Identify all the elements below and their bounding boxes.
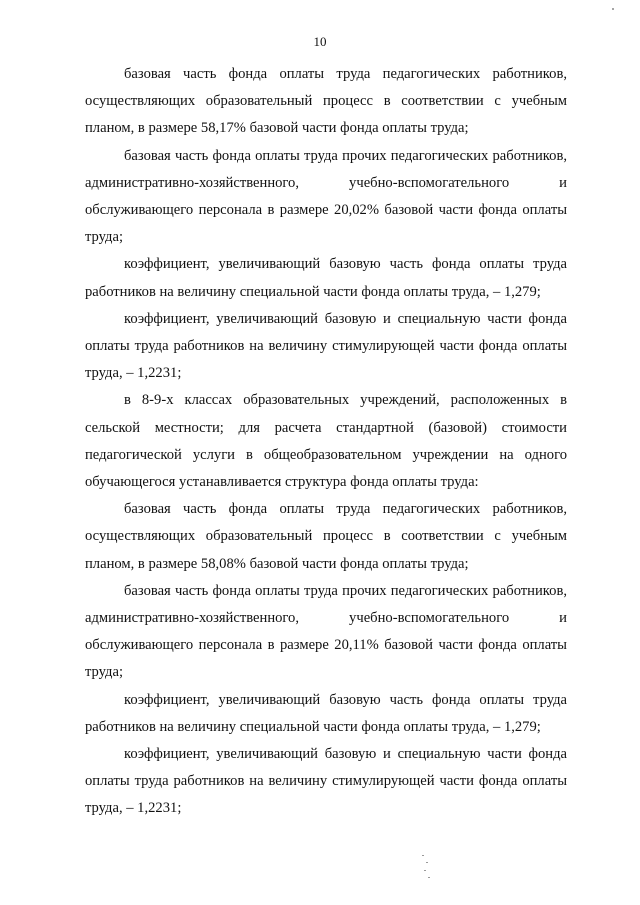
paragraph: базовая часть фонда оплаты труда педагогических работников, осуществляющих образовательный процесс в соответствии с учебным планом, в размере 58,08% базовой части фонда оплаты труда; [85, 501, 567, 572]
paragraph: базовая часть фонда оплаты труда педагогических работников, осуществляющих образовательный процесс в соответствии с учебным планом, в размере 58,17% базовой части фонда оплаты труда; [85, 66, 567, 137]
paragraph: коэффициент, увеличивающий базовую и специальную части фонда оплаты труда работников на величину стимулирующей части фонда оплаты труда, – 1,2231; [85, 746, 567, 817]
scan-artifact [416, 853, 436, 883]
page-number: 10 [313, 34, 327, 49]
paragraph: базовая часть фонда оплаты труда прочих педагогических работников, административно-хозяйственного, учебно-вспомогательного и обслуживающего персонала в размере 20,02% базовой части фонда оплаты труда; [85, 147, 567, 246]
scan-artifact [612, 8, 614, 10]
paragraph: коэффициент, увеличивающий базовую часть фонда оплаты труда работников на величину специальной части фонда оплаты труда, – 1,279; [85, 256, 567, 300]
paragraph: коэффициент, увеличивающий базовую и специальную части фонда оплаты труда работников на величину стимулирующей части фонда оплаты труда, – 1,2231; [85, 310, 567, 382]
paragraph: коэффициент, увеличивающий базовую часть фонда оплаты труда работников на величину специальной части фонда оплаты труда, – 1,279; [85, 691, 567, 735]
paragraph: базовая часть фонда оплаты труда прочих педагогических работников, административно-хозяйственного, учебно-вспомогательного и обслуживающего персонала в размере 20,11% базовой части фонда оплаты труда; [85, 582, 567, 681]
document-body [85, 61, 567, 823]
paragraph: в 8-9-х классах образовательных учреждений, расположенных в сельской местности; для расчета стандартной (базовой) стоимости педагогической услуги в общеобразовательном учреждении на одного обучающегося устанавливается структура фонда оплаты труда: [85, 392, 567, 491]
